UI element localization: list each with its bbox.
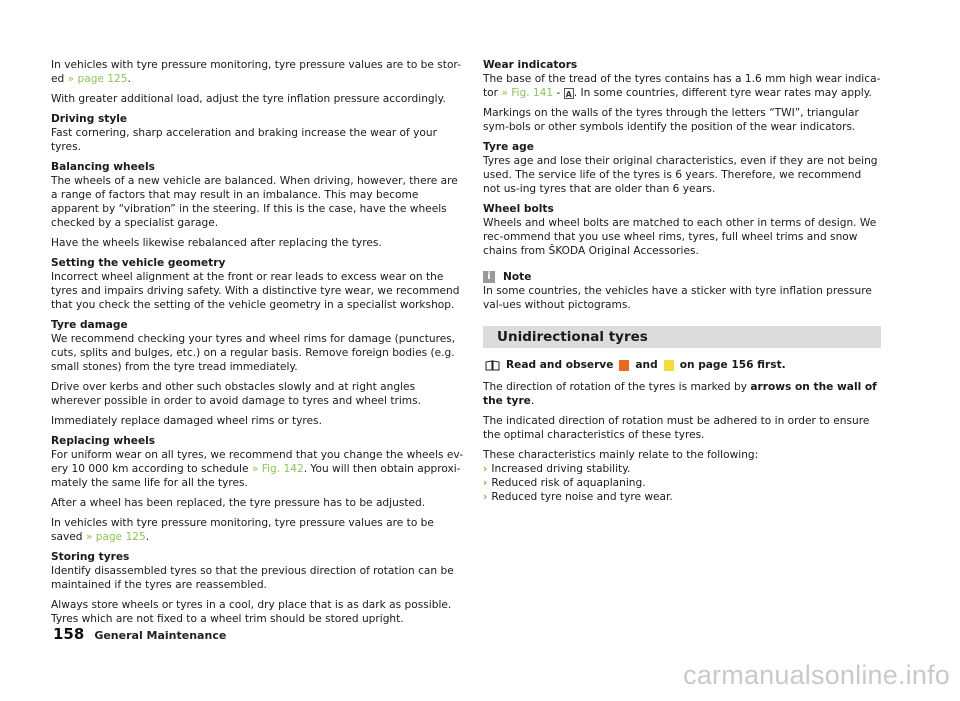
heading: Tyre damage bbox=[51, 319, 128, 331]
note-text: In some countries, the vehicles have a sticker with tyre inflation pressure val-ues without pictograms. bbox=[483, 285, 872, 311]
paragraph: These characteristics mainly relate to the following: bbox=[483, 449, 759, 461]
heading: Tyre age bbox=[483, 141, 534, 153]
text: The wheels of a new vehicle are balanced. When driving, however, there are a range of factors that may result in an imbalance. This may become apparent by “vibration” in the steering. If this is the case, have the wheels checked by a specialist garage. bbox=[51, 175, 458, 229]
text: . You will then obtain approxi-mately the same life for all the tyres. bbox=[51, 463, 461, 489]
note-title: Note bbox=[503, 271, 532, 283]
paragraph: Drive over kerbs and other such obstacles slowly and at right angles wherever possible in order to avoid damage to tyres and wheel trims. bbox=[51, 381, 421, 407]
text: - bbox=[553, 87, 564, 99]
right-column bbox=[483, 58, 881, 504]
paragraph bbox=[51, 516, 464, 544]
info-icon: i bbox=[483, 271, 495, 283]
section-title: Unidirectional tyres bbox=[497, 329, 648, 345]
text: on page 156 first. bbox=[679, 359, 786, 371]
section-wear-indicators bbox=[483, 58, 881, 100]
list-item-text: Reduced risk of aquaplaning. bbox=[491, 477, 646, 489]
text: In vehicles with tyre pressure monitoring, tyre pressure values are to be saved bbox=[51, 517, 434, 543]
figure-link[interactable]: » Fig. 141 bbox=[501, 87, 554, 99]
section-replacing-wheels bbox=[51, 434, 464, 490]
paragraph bbox=[51, 58, 464, 86]
footer-section-title: General Maintenance bbox=[94, 629, 227, 642]
text: . bbox=[145, 531, 150, 543]
bold-text: arrows on the wall of the tyre bbox=[483, 381, 877, 407]
text: Incorrect wheel alignment at the front or rear leads to excess wear on the tyres and impairs driving safety. With a distinctive tyre wear, we recommend that you check the setting of the vehicle geometry in a specialist workshop. bbox=[51, 271, 460, 311]
note-header bbox=[483, 270, 881, 284]
paragraph: Immediately replace damaged wheel rims or tyres. bbox=[51, 415, 322, 427]
read-and-observe-line bbox=[483, 358, 881, 372]
section-wheel-bolts bbox=[483, 202, 881, 258]
heading: Storing tyres bbox=[51, 551, 130, 563]
chevron-right-icon: › bbox=[483, 463, 488, 475]
heading: Wear indicators bbox=[483, 59, 578, 71]
text: For uniform wear on all tyres, we recommend that you change the wheels ev-ery 10 000 km according to schedule bbox=[51, 449, 464, 475]
page-number: 158 bbox=[53, 625, 85, 643]
text: The direction of rotation of the tyres is marked by bbox=[483, 381, 751, 393]
text: We recommend checking your tyres and wheel rims for damage (punctures, cuts, splits and bulges, etc.) on a regular basis. Remove foreign bodies (e.g. small stones) from the tyre tread immediately. bbox=[51, 333, 456, 373]
chevron-right-icon: › bbox=[483, 491, 488, 503]
text: . bbox=[530, 395, 535, 407]
warning-icon bbox=[619, 360, 629, 371]
text: Read and observe bbox=[506, 359, 614, 371]
paragraph: Have the wheels likewise rebalanced after replacing the tyres. bbox=[51, 237, 382, 249]
list-item bbox=[483, 462, 881, 476]
section-tyre-damage bbox=[51, 318, 464, 374]
paragraph bbox=[483, 380, 881, 408]
text: . In some countries, different tyre wear rates may apply. bbox=[573, 87, 872, 99]
list-item-text: Reduced tyre noise and tyre wear. bbox=[491, 491, 673, 503]
list-item bbox=[483, 490, 881, 504]
chevron-right-icon: › bbox=[483, 477, 488, 489]
text: Wheels and wheel bolts are matched to each other in terms of design. We rec-ommend that you use wheel rims, tyres, full wheel trims and snow chains from ŠKODA Original Accessories. bbox=[483, 217, 877, 257]
heading: Driving style bbox=[51, 113, 128, 125]
text: Identify disassembled tyres so that the previous direction of rotation can be maintained if the tyres are reassembled. bbox=[51, 565, 454, 591]
text: The base of the tread of the tyres contains has a 1.6 mm high wear indica-tor bbox=[483, 73, 881, 99]
list-item-text: Increased driving stability. bbox=[491, 463, 631, 475]
caution-icon bbox=[664, 360, 674, 371]
heading: Wheel bolts bbox=[483, 203, 554, 215]
paragraph: Always store wheels or tyres in a cool, dry place that is as dark as possible. Tyres which are not fixed to a wheel trim should be stored upright. bbox=[51, 599, 452, 625]
text: Tyres age and lose their original characteristics, even if they are not being used. The service life of the tyres is 6 years. Therefore, we recommend not us-ing tyres that are older than 6 years. bbox=[483, 155, 878, 195]
section-driving-style bbox=[51, 112, 464, 154]
left-column bbox=[51, 58, 464, 632]
list-item bbox=[483, 476, 881, 490]
section-storing-tyres bbox=[51, 550, 464, 592]
section-balancing bbox=[51, 160, 464, 230]
paragraph: The indicated direction of rotation must be adhered to in order to ensure the optimal characteristics of these tyres. bbox=[483, 415, 870, 441]
figure-link[interactable]: » Fig. 142 bbox=[251, 463, 304, 475]
bullet-list bbox=[483, 462, 881, 504]
page-link[interactable]: » page 125 bbox=[85, 531, 146, 543]
paragraph: After a wheel has been replaced, the tyre pressure has to be adjusted. bbox=[51, 497, 426, 509]
watermark: carmanualsonline.info bbox=[683, 660, 950, 690]
heading: Balancing wheels bbox=[51, 161, 155, 173]
book-icon bbox=[485, 360, 500, 371]
text: Fast cornering, sharp acceleration and braking increase the wear of your tyres. bbox=[51, 127, 437, 153]
text: In vehicles with tyre pressure monitoring, tyre pressure values are to be stor-ed bbox=[51, 59, 461, 85]
section-title-bar bbox=[483, 326, 881, 348]
section-tyre-age bbox=[483, 140, 881, 196]
heading: Replacing wheels bbox=[51, 435, 156, 447]
heading: Setting the vehicle geometry bbox=[51, 257, 226, 269]
page-footer bbox=[53, 627, 226, 643]
figure-callout-icon: A bbox=[565, 90, 572, 99]
section-geometry bbox=[51, 256, 464, 312]
paragraph: With greater additional load, adjust the tyre inflation pressure accordingly. bbox=[51, 93, 446, 105]
page-link[interactable]: » page 125 bbox=[67, 73, 128, 85]
text: and bbox=[635, 359, 658, 371]
paragraph: Markings on the walls of the tyres through the letters “TWI”, triangular sym-bols or other symbols identify the position of the wear indicators. bbox=[483, 107, 859, 133]
text: . bbox=[127, 73, 131, 85]
